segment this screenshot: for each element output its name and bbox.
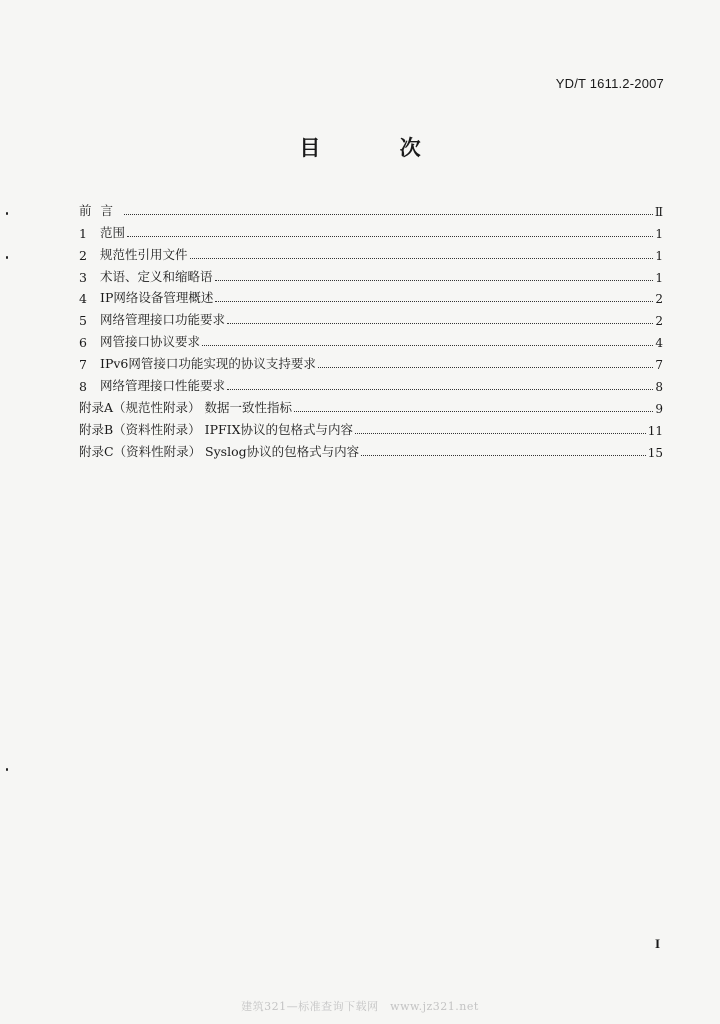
toc-entry-label: IPv6网管接口功能实现的协议支持要求: [100, 356, 316, 372]
toc-entry-page: 9: [655, 401, 663, 416]
toc-entry-7[interactable]: [79, 350, 663, 372]
table-of-contents: [79, 197, 663, 460]
toc-leader-dots: [202, 344, 653, 346]
toc-entry-label: 规范性引用文件: [100, 246, 188, 262]
toc-entry-appendix-b[interactable]: [79, 416, 663, 438]
toc-leader-dots: [294, 410, 653, 412]
toc-entry-label: 术语、定义和缩略语: [100, 268, 213, 284]
toc-entry-appendix-a[interactable]: [79, 394, 663, 416]
page-number: I: [654, 936, 660, 951]
toc-leader-dots: [190, 257, 654, 259]
toc-entry-page: 2: [655, 314, 663, 329]
toc-entry-label: 附录A（规范性附录） 数据一致性指标: [79, 399, 293, 415]
toc-entry-page: 2: [655, 292, 663, 307]
toc-entry-label: 网络管理接口功能要求: [100, 312, 226, 328]
toc-leader-dots: [227, 322, 653, 324]
toc-entry-number: 1: [79, 225, 87, 241]
toc-entry-3[interactable]: [79, 263, 663, 285]
toc-leader-dots: [124, 213, 653, 215]
toc-entry-page: 1: [655, 226, 663, 241]
toc-entry-appendix-c[interactable]: [79, 438, 663, 460]
toc-entry-page: 4: [655, 336, 663, 351]
toc-entry-label: 附录B（资料性附录） IPFIX协议的包格式与内容: [79, 421, 354, 437]
toc-entry-2[interactable]: [79, 241, 663, 263]
toc-entry-8[interactable]: [79, 372, 663, 394]
toc-entry-1[interactable]: [79, 219, 663, 241]
toc-entry-number: 2: [79, 247, 87, 263]
toc-entry-4[interactable]: [79, 285, 663, 307]
toc-entry-foreword[interactable]: [79, 197, 663, 219]
toc-entry-label: 网络管理接口性能要求: [100, 378, 226, 394]
toc-entry-number: 4: [79, 291, 87, 307]
toc-entry-label: 网管接口协议要求: [100, 334, 201, 350]
toc-entry-page: 1: [655, 270, 663, 285]
toc-leader-dots: [318, 366, 653, 368]
toc-entry-page: 15: [647, 445, 663, 460]
toc-entry-label: 附录C（资料性附录） Syslog协议的包格式与内容: [79, 443, 360, 459]
toc-entry-page: 7: [655, 358, 663, 373]
toc-entry-label: 前言: [79, 202, 123, 218]
toc-entry-page: 11: [647, 423, 663, 438]
toc-entry-page: 8: [655, 380, 663, 395]
toc-entry-number: 3: [79, 269, 87, 285]
toc-entry-6[interactable]: [79, 328, 663, 350]
toc-entry-number: 7: [79, 357, 87, 373]
toc-entry-number: 8: [79, 379, 87, 395]
document-code: YD/T 1611.2-2007: [555, 76, 664, 91]
page-title: 目 次: [299, 136, 457, 160]
toc-entry-label: 范围: [100, 224, 126, 240]
toc-leader-dots: [127, 235, 653, 237]
scan-speck: [6, 768, 8, 771]
toc-entry-label: IP网络设备管理概述: [100, 290, 214, 306]
toc-leader-dots: [227, 388, 653, 390]
toc-entry-number: 6: [79, 335, 87, 351]
toc-entry-page: 1: [655, 248, 663, 263]
toc-leader-dots: [215, 279, 654, 281]
toc-leader-dots: [361, 454, 646, 456]
toc-leader-dots: [355, 432, 646, 434]
scan-speck: [6, 212, 8, 215]
scan-speck: [6, 256, 8, 259]
toc-entry-page: Ⅱ: [654, 204, 663, 219]
toc-entry-5[interactable]: [79, 306, 663, 328]
toc-leader-dots: [215, 300, 653, 302]
toc-entry-number: 5: [79, 313, 87, 329]
watermark-text: 建筑321—标准查询下载网 www.jz321.net: [241, 1000, 479, 1013]
